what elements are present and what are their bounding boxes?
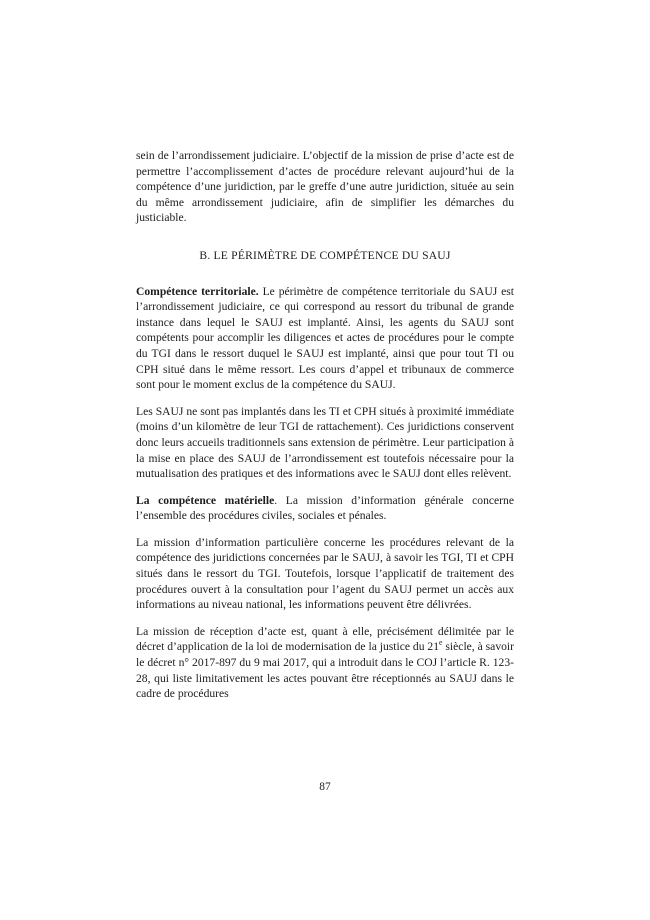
paragraph-competence-materielle bbox=[136, 493, 514, 524]
paragraph-body-text-first: La mission de réception d’acte est, quant à elle, précisément délimitée par le décret d’application de la loi de modernisation de la justice du 21 bbox=[136, 624, 514, 654]
paragraph-body-text: . La mission d’information générale concerne l’ensemble des procédures civiles, sociales et pénales. bbox=[136, 493, 514, 523]
ordinal-superscript: e bbox=[439, 638, 443, 648]
paragraph-lead-in-competence-materielle: La compétence matérielle bbox=[136, 493, 275, 507]
page-text-body bbox=[136, 148, 514, 702]
section-heading-b: B. LE PÉRIMÈTRE DE COMPÉTENCE DU SAUJ bbox=[199, 248, 451, 262]
paragraph-sauj-implantation: Les SAUJ ne sont pas implantés dans les TI et CPH situés à proximité immédiate (moins d’un kilomètre de leur TGI de rattachement). Ces juridictions conservent donc leurs accueils traditionnels sans extension de périmètre. Leur participation à la mise en place des SAUJ de l’arrondissement est toutefois nécessaire pour la mutualisation des pratiques et des informations avec le SAUJ dont elles relèvent. bbox=[136, 404, 514, 481]
paragraph-continuation: sein de l’arrondissement judiciaire. L’objectif de la mission de prise d’acte est de permettre l’accomplissement d’actes de procédure relevant aujourd’hui de la compétence d’une juridiction, par le greffe d’une autre juridiction, située au sein du même arrondissement judiciaire, afin de simplifier les démarches du justiciable. bbox=[136, 149, 514, 225]
paragraph-mission-reception-acte bbox=[136, 624, 514, 702]
paragraph-body-text: Le périmètre de compétence territoriale du SAUJ est l’arrondissement judiciaire, ce qui correspond au ressort du tribunal de grande instance dans lequel le SAUJ est implanté. Ainsi, les agents du SAUJ sont compétents pour accomplir les diligences et actes de procédures pour le compte du TGI dans le ressort duquel le SAUJ est implanté, ainsi que pour tout TI ou CPH situé dans le même ressort. Les cours d’appel et tribunaux de commerce sont pour le moment exclus de la compétence du SAUJ. bbox=[136, 284, 514, 392]
paragraph-lead-in-competence-territoriale: Compétence territoriale. bbox=[136, 284, 259, 298]
paragraph-mission-information-particuliere: La mission d’information particulière concerne les procédures relevant de la compétence des juridictions concernées par le SAUJ, à savoir les TGI, TI et CPH situés dans le ressort du TGI. Toutefois, lorsque l’applicatif de traitement des procédures ouvert à la consultation pour l’agent du SAUJ permet un accès aux informations au niveau national, les informations peuvent être délivrées. bbox=[136, 535, 514, 612]
paragraph-body-text-second: siècle, à savoir le décret n° 2017-897 du 9 mai 2017, qui a introduit dans le COJ l’article R. 123-28, qui liste limitativement les actes pouvant être réceptionnés au SAUJ dans le cadre de procédures bbox=[136, 640, 514, 701]
page-number: 87 bbox=[319, 781, 331, 793]
paragraph-competence-territoriale bbox=[136, 284, 514, 393]
section-heading-container bbox=[136, 248, 514, 264]
